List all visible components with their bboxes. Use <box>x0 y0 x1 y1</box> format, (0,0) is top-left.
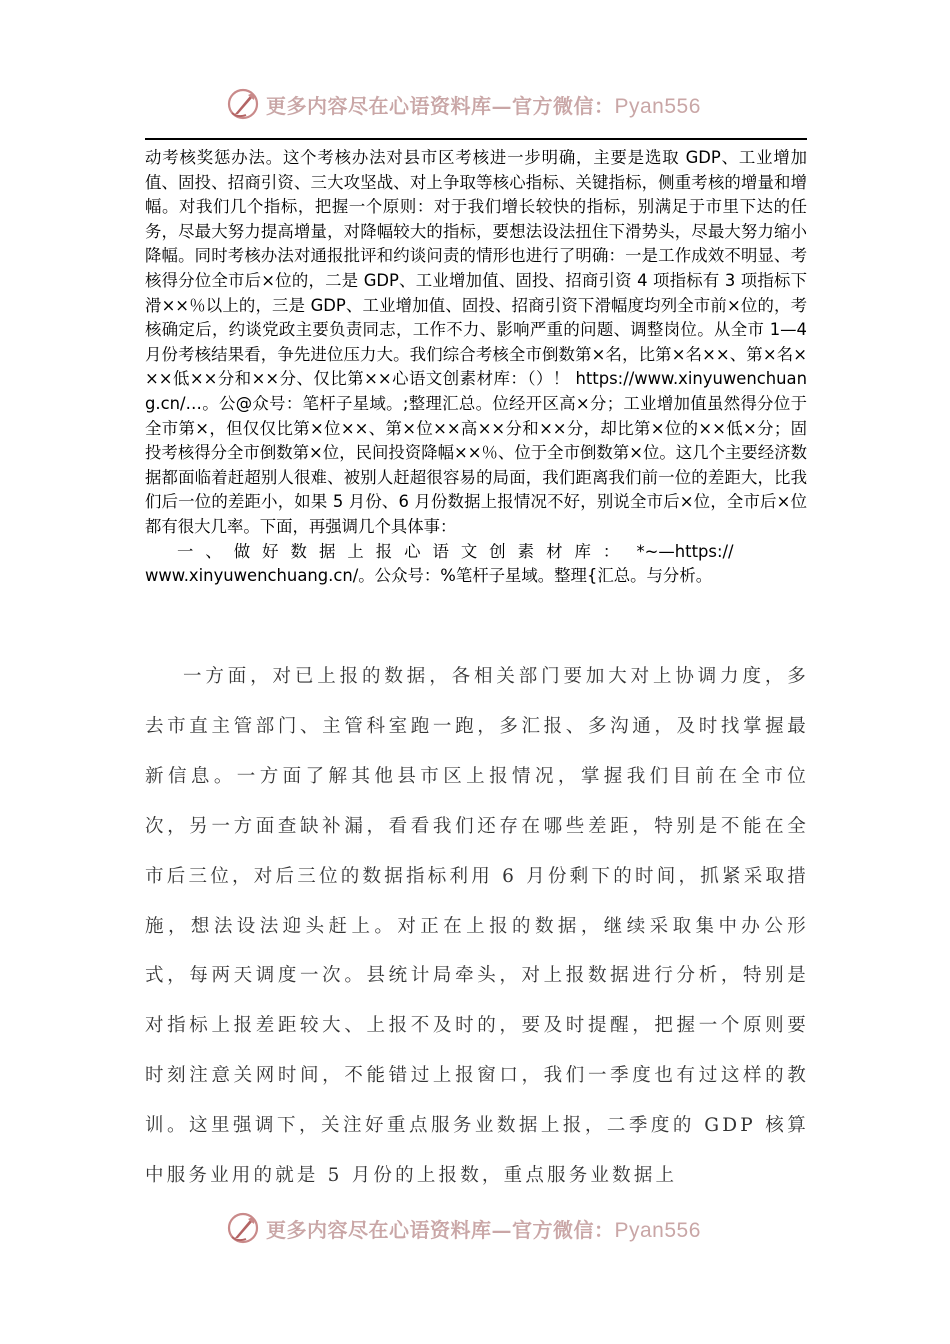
section-heading: 一、做好数据上报心语文创素材库： *~—https:// <box>177 541 734 561</box>
footer-banner-text: 更多内容尽在心语资料库—官方微信：Pyan556 <box>266 1217 701 1242</box>
document-body-dense <box>145 146 807 589</box>
header-banner <box>226 84 701 124</box>
footer-wechat-id: Pyan556 <box>614 1218 701 1242</box>
paragraph-main: 动考核奖惩办法。这个考核办法对县市区考核进一步明确，主要是选取 GDP、工业增加值、固投、招商引资、三大攻坚战、对上争取等核心指标、关键指标，侧重考核的增量和增幅。对我们几个指标，把握一个原则：对于我们增长较快的指标，别满足于市里下达的任务，尽最大努力提高增量，对降幅较大的指标，要想法设法扭住下滑势头，尽最大努力缩小降幅。同时考核办法对通报批评和约谈问责的情形也进行了明确：一是工作成效不明显、考核得分位全市后×位的，二是 GDP、工业增加值、固投、招商引资 4 项指标有 3 项指标下滑××％以上的，三是 GDP、工业增加值、固投、招商引资下滑幅度均列全市前×位的，考核确定后，约谈党政主要负责同志，工作不力、影响严重的问题、调整岗位。从全市 1—4 月份考核结果看，争先进位压力大。我们综合考核全市倒数第×名，比第×名××、第×名×××低××分和××分、仅比第××心语文创素材库：（）！ https://www.xinyuwenchuang.cn/…。公@众号：笔杆子星域。;整理汇总。位经开区高×分；工业增加值虽然得分位于全市第×，但仅仅比第×位××、第×位××高××分和××分，却比第×位的××低×分；固投考核得分全市倒数第×位，民间投资降幅××％、位于全市倒数第×位。这几个主要经济数据都面临着赶超别人很难、被别人赶超很容易的局面，我们距离我们前一位的差距大，比我们后一位的差距小，如果 5 月份、6 月份数据上报情况不好，别说全市后×位，全市后×位都有很大几率。下面，再强调几个具体事： <box>145 148 807 536</box>
section-heading-tail: www.xinyuwenchuang.cn/。公众号：%笔杆子星域。整理{汇总。与分析。 <box>145 566 713 586</box>
header-divider <box>145 138 807 140</box>
quill-pen-logo-icon <box>226 1211 260 1245</box>
header-wechat-id: Pyan556 <box>614 94 701 118</box>
header-banner-text: 更多内容尽在心语资料库—官方微信：Pyan556 <box>266 93 701 118</box>
paragraph-second: 一方面，对已上报的数据，各相关部门要加大对上协调力度，多去市直主管部门、主管科室跑一跑，多汇报、多沟通，及时找掌握最新信息。一方面了解其他县市区上报情况，掌握我们目前在全市位次，另一方面查缺补漏，看看我们还存在哪些差距，特别是不能在全市后三位，对后三位的数据指标利用 6 月份剩下的时间，抓紧采取措施，想法设法迎头赶上。对正在上报的数据，继续采取集中办公形式，每两天调度一次。县统计局牵头，对上报数据进行分析，特别是对指标上报差距较大、上报不及时的，要及时提醒，把握一个原则要时刻注意关网时间，不能错过上报窗口，我们一季度也有过这样的教训。这里强调下，关注好重点服务业数据上报，二季度的 GDP 核算中服务业用的就是 5 月份的上报数，重点服务业数据上 <box>145 666 809 1187</box>
quill-pen-logo-icon <box>226 87 260 121</box>
footer-banner <box>226 1208 701 1248</box>
